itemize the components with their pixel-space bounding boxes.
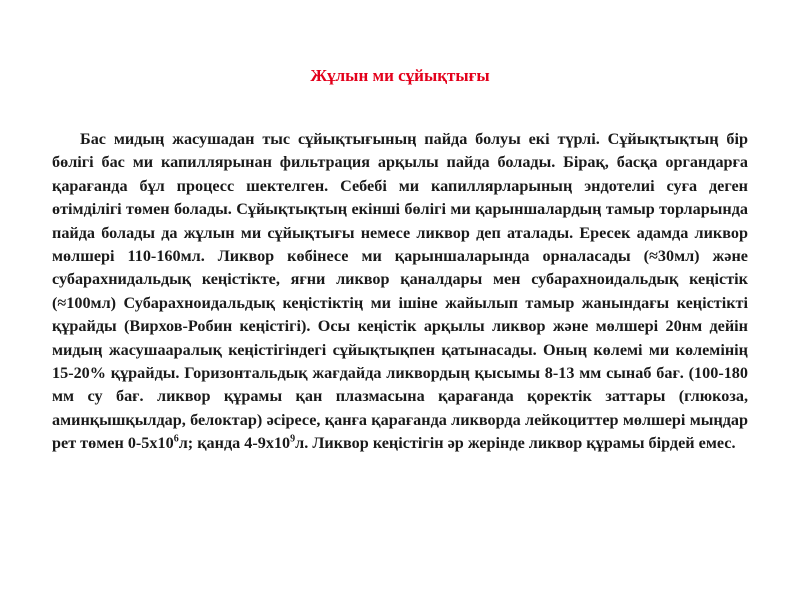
body-paragraph: [52, 128, 748, 456]
paragraph-text-part-1: Бас мидың жасушадан тыс сұйықтығының пайда болуы екі түрлі. Сұйықтықтың бір бөлігі бас ми капиллярынан фильтрация арқылы пайда болады. Бірақ, басқа органдарға қарағанда бұл процесс шектелген. Себебі ми капиллярларының эндотелиі суға деген өтімділігі төмен болады. Сұйықтықтың екінші бөлігі ми қарыншалардың тамыр торларында пайда болады да жұлын ми сұйықтығы немесе ликвор деп аталады. Ересек адамда ликвор мөлшері 110-160мл. Ликвор көбінесе ми қарыншаларында орналасады (≈30мл) және субарахнидальдық кеңістікте, яғни ликвор қаналдары мен субарахноидальдық кеңістік (≈100мл) Субарахноидальдық кеңістіктің ми ішіне жайылып тамыр жанындағы кеңістікті құрайды (Вирхов-Робин кеңістігі). Осы кеңістік арқылы ликвор және мөлшері 20нм дейін мидың жасушааралық кеңістігіндегі сұйықтықпен қатынасады. Оның көлемі ми көлемінің 15-20% құрайды. Горизонтальдық жағдайда ликвордың қысымы 8-13 мм сынаб бағ. (100-180 мм су бағ. ликвор құрамы қан плазмасына қарағанда қоректік заттары (глюкоза, аминқышқылдар, белоктар) әсіресе, қанға қарағанда ликворда лейкоциттер мөлшері мыңдар рет төмен 0-5х10: [52, 130, 748, 453]
superscript-exponent-2: 9: [290, 433, 296, 445]
page-title: Жұлын ми сұйықтығы: [310, 66, 490, 85]
paragraph-text-part-2: л; қанда 4-9х10: [178, 434, 291, 453]
superscript-exponent-1: 6: [173, 433, 179, 445]
paragraph-text-part-3: л. Ликвор кеңістігін әр жерінде ликвор құрамы бірдей емес.: [295, 434, 736, 453]
